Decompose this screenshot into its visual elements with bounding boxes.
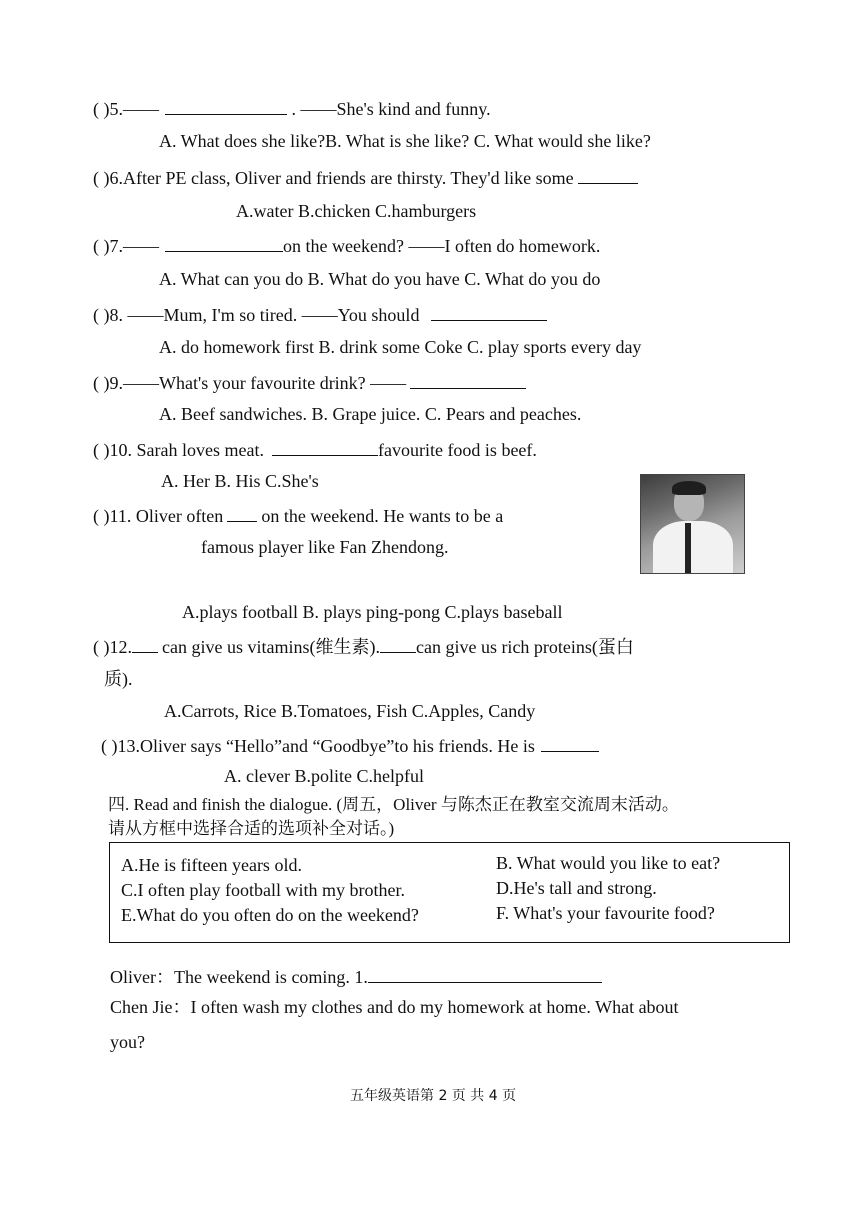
dialogue-text: The weekend is coming. 1. (173, 967, 368, 987)
answer-paren: ( ) (93, 506, 110, 526)
answer-blank[interactable] (165, 233, 283, 252)
dialogue-chen-line (110, 996, 679, 1018)
answer-blank[interactable] (165, 96, 287, 115)
question-8-options: A. do homework first B. drink some Coke C. play sports every day (159, 337, 642, 357)
option-e: E.What do you often do on the weekend? (121, 905, 419, 925)
question-stem: 13.Oliver says “Hello”and “Goodbye”to his friends. He is (117, 736, 535, 756)
answer-paren: ( ) (101, 736, 118, 756)
question-7-options: A. What can you do B. What do you have C. What do you do (159, 269, 601, 289)
question-5-options: A. What does she like?B. What is she like? C. What would she like? (159, 131, 651, 151)
option-c: C.I often play football with my brother. (121, 880, 405, 900)
answer-paren: ( ) (93, 99, 110, 119)
question-stem: 12. (109, 637, 132, 657)
option-f: F. What's your favourite food? (496, 903, 715, 923)
question-6-options: A.water B.chicken C.hamburgers (236, 201, 477, 221)
answer-paren: ( ) (93, 440, 110, 460)
answer-blank[interactable] (578, 165, 638, 184)
question-12-options: A.Carrots, Rice B.Tomatoes, Fish C.Apples, Candy (164, 701, 536, 721)
question-11-options: A.plays football B. plays ping-pong C.plays baseball (182, 602, 563, 622)
answer-blank[interactable] (272, 437, 378, 456)
question-11 (93, 503, 503, 527)
section-4-heading-cont: 请从方框中选择合适的选项补全对话。) (108, 819, 395, 838)
player-photo (640, 474, 745, 574)
dialogue-oliver-line (110, 964, 602, 988)
section-4-heading: 四. Read and finish the dialogue. (周五，Oliver 与陈杰正在教室交流周末活动。 (108, 795, 679, 814)
question-stem: can give us vitamins(维生素). (162, 637, 380, 657)
answer-blank[interactable] (227, 503, 257, 522)
option-a: A.He is fifteen years old. (121, 855, 302, 875)
dialogue-text: I often wash my clothes and do my homework at home. What about (190, 997, 679, 1017)
answer-blank[interactable] (541, 733, 599, 752)
speaker-name: Chen Jie： (110, 997, 191, 1017)
answer-paren: ( ) (93, 373, 110, 393)
question-9-options: A. Beef sandwiches. B. Grape juice. C. Pears and peaches. (159, 404, 582, 424)
question-13-options: A. clever B.polite C.helpful (224, 766, 424, 786)
answer-paren: ( ) (93, 637, 110, 657)
question-12 (93, 634, 634, 658)
question-stem: 10. Sarah loves meat. (109, 440, 264, 460)
speaker-name: Oliver： (110, 967, 174, 987)
question-stem: 11. Oliver often (109, 506, 224, 526)
question-stem: on the weekend. He wants to be a (261, 506, 504, 526)
question-stem: 6.After PE class, Oliver and friends are thirsty. They'd like some (109, 168, 574, 188)
question-13 (101, 733, 599, 757)
page-footer: 五年级英语第 2 页 共 4 页 (350, 1088, 517, 1104)
question-12-stem-cont: 质). (104, 669, 133, 689)
question-5 (93, 96, 491, 120)
question-8 (93, 302, 547, 326)
question-stem: 7.—— (109, 236, 159, 256)
answer-paren: ( ) (93, 305, 110, 325)
question-10 (93, 437, 537, 461)
question-11-stem-cont: famous player like Fan Zhendong. (201, 537, 449, 557)
question-7 (93, 233, 600, 257)
option-b: B. What would you like to eat? (496, 853, 721, 873)
answer-blank[interactable] (368, 964, 602, 983)
answer-blank[interactable] (431, 302, 547, 321)
options-box (109, 842, 790, 943)
question-stem: on the weekend? ——I often do homework. (283, 236, 601, 256)
question-stem: . ——She's kind and funny. (287, 99, 491, 119)
question-stem: 5.—— (109, 99, 159, 119)
answer-blank[interactable] (410, 370, 526, 389)
answer-paren: ( ) (93, 168, 110, 188)
question-stem: can give us rich proteins(蛋白 (415, 637, 634, 657)
question-6 (93, 165, 638, 189)
dialogue-chen-line-cont: you? (110, 1032, 145, 1052)
question-stem: favourite food is beef. (377, 440, 537, 460)
answer-blank[interactable] (132, 634, 158, 653)
question-10-options: A. Her B. His C.She's (161, 471, 319, 491)
question-9 (93, 370, 526, 394)
question-stem: 8. ——Mum, I'm so tired. ——You should (109, 305, 420, 325)
answer-paren: ( ) (93, 236, 110, 256)
option-d: D.He's tall and strong. (496, 878, 657, 898)
answer-blank[interactable] (380, 634, 416, 653)
question-stem: 9.——What's your favourite drink? —— (109, 373, 407, 393)
